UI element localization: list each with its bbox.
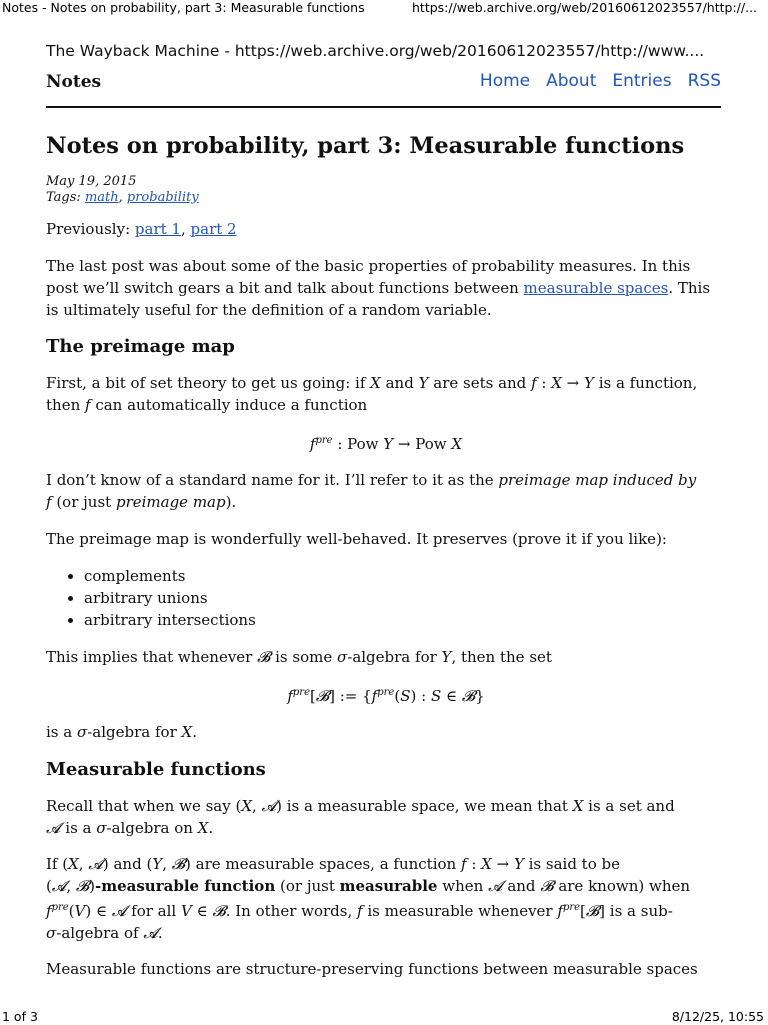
post-date: May 19, 2015	[46, 174, 137, 189]
print-header-url: https://web.archive.org/web/20160612023557/http://...	[412, 0, 758, 15]
measurable-spaces-link[interactable]: measurable spaces	[523, 279, 669, 297]
part-1-link[interactable]: part 1	[134, 220, 181, 238]
section-heading-measurable-functions: Measurable functions	[46, 759, 266, 780]
sigma-algebra-paragraph: This implies that whenever 𝓑 is some σ-algebra for Y, then the set	[46, 648, 552, 666]
list-item: • arbitrary unions	[84, 587, 726, 609]
structure-preserving-paragraph: Measurable functions are structure-preserving functions between measurable spaces	[46, 960, 698, 978]
previously-label: Previously:	[46, 220, 131, 238]
section-heading-preimage-map: The preimage map	[46, 336, 235, 357]
tag-probability-link[interactable]: probability	[126, 190, 199, 205]
wayback-banner: The Wayback Machine - https://web.archive.org/web/20160612023557/http://www....	[46, 42, 705, 60]
preimage-set-equation: $f^{pre}[𝓑]$ := {$f^{pre}(S)$ : S ∈ 𝓑}	[287, 687, 485, 705]
site-header	[46, 70, 721, 108]
tag-math-link[interactable]: math	[84, 190, 119, 205]
previously-paragraph: Previously: part 1, part 2	[46, 220, 237, 238]
list-item: • complements	[84, 565, 726, 587]
site-nav	[480, 71, 721, 91]
print-header	[0, 0, 768, 16]
post-meta	[46, 174, 726, 206]
measurable-space-recall-paragraph: Recall that when we say (X, 𝓐) is a measurable space, we mean that X is a set and 𝓐 is a σ-algebra on X.	[46, 797, 675, 837]
print-datetime: 8/12/25, 10:55	[671, 1009, 764, 1024]
intro-paragraph: The last post was about some of the basic properties of probability measures. In this post we’ll switch gears a bit and talk about functions between measurable spaces. This is ultimately useful for the definition of a random variable.	[46, 257, 711, 319]
preimage-intro-paragraph: First, a bit of set theory to get us going: if X and Y are sets and f : X → Y is a function, then f can automatically induce a function	[46, 374, 698, 414]
nav-entries-link[interactable]: Entries	[612, 71, 672, 91]
preimage-name-paragraph: I don’t know of a standard name for it. I’ll refer to it as the preimage map induced by f (or just preimage map).	[46, 471, 697, 511]
preserved-properties-list	[46, 565, 726, 631]
page-number: 1 of 3	[2, 1009, 38, 1024]
nav-about-link[interactable]: About	[546, 71, 597, 91]
preimage-map-equation: $f^{pre}$ : Pow Y → Pow X	[309, 435, 463, 453]
list-item: • arbitrary intersections	[84, 609, 726, 631]
measurable-function-definition: If (X, 𝓐) and (Y, 𝓑) are measurable spaces, a function f : X → Y is said to be (𝓐, 𝓑)-measurable function (or just measurable when 𝓐 and 𝓑 are known) when $f^{pre}(V)$ ∈ 𝓐 for all V ∈ 𝓑. In other words, f is measurable whenever $f^{pre}[𝓑]$ is a sub- σ-algebra of 𝓐.	[46, 855, 691, 942]
nav-rss-link[interactable]: RSS	[687, 71, 721, 91]
sigma-algebra-conclusion: is a σ-algebra for X.	[46, 723, 197, 741]
preserves-paragraph: The preimage map is wonderfully well-behaved. It preserves (prove it if you like):	[46, 530, 667, 548]
print-header-title: Notes - Notes on probability, part 3: Measurable functions	[2, 0, 365, 15]
site-name[interactable]: Notes	[46, 72, 102, 92]
part-2-link[interactable]: part 2	[190, 220, 237, 238]
post-title: Notes on probability, part 3: Measurable functions	[46, 133, 685, 159]
tags-label: Tags:	[46, 190, 81, 205]
print-footer	[0, 1009, 768, 1025]
post-content	[46, 128, 726, 980]
nav-home-link[interactable]: Home	[479, 71, 531, 91]
post-tags: Tags: math, probability	[46, 190, 199, 205]
